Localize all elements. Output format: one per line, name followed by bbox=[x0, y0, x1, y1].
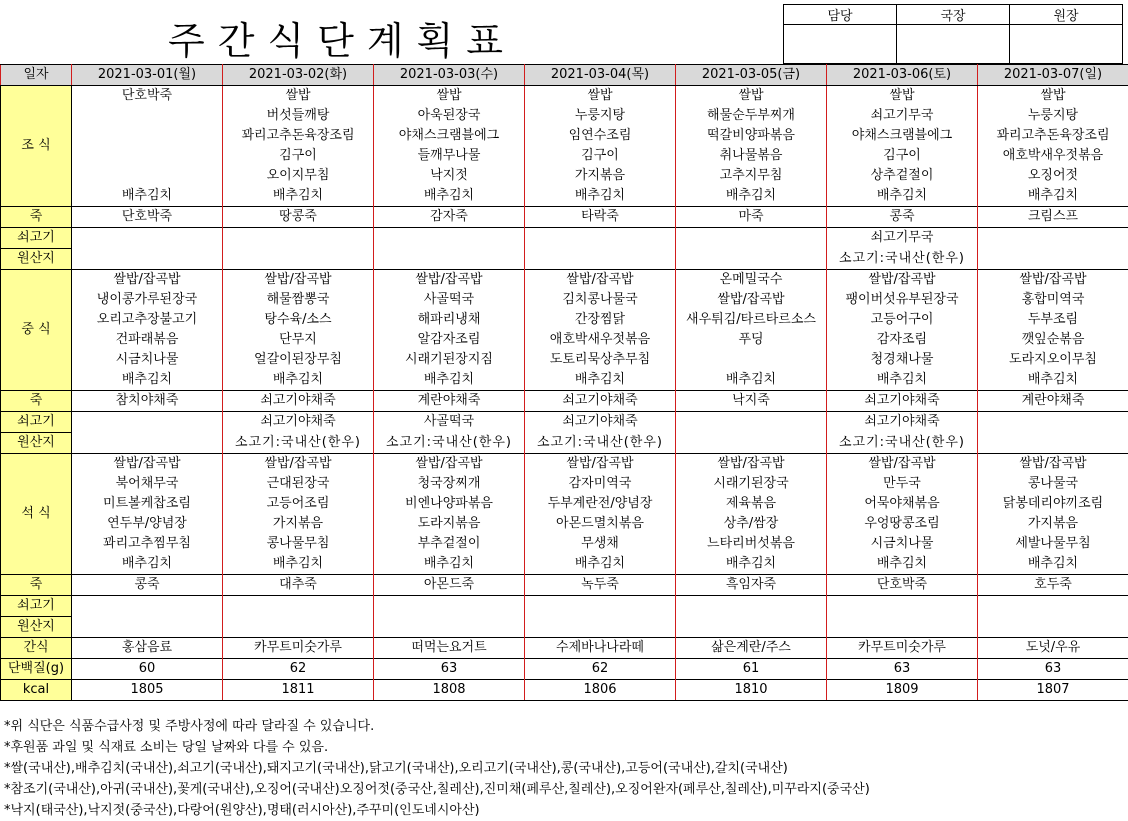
dinner-menu-item: 닭봉데리야끼조림 bbox=[978, 494, 1128, 514]
lunch-menu-item: 시래기된장지짐 bbox=[374, 350, 525, 370]
porridge-label: 죽 bbox=[1, 575, 72, 596]
porridge-label: 죽 bbox=[1, 391, 72, 412]
breakfast-menu-item bbox=[72, 126, 223, 146]
porridge-item: 계란야채죽 bbox=[374, 391, 525, 412]
lunch-menu-item: 오리고추장불고기 bbox=[72, 310, 223, 330]
beef-origin bbox=[978, 249, 1128, 270]
dinner-menu-item: 비엔나양파볶음 bbox=[374, 494, 525, 514]
dinner-menu-item: 제육볶음 bbox=[676, 494, 827, 514]
porridge-item: 땅콩죽 bbox=[223, 207, 374, 228]
dinner-menu-item: 도라지볶음 bbox=[374, 514, 525, 534]
porridge-item: 단호박죽 bbox=[72, 207, 223, 228]
lunch-menu-item: 쌀밥/잡곡밥 bbox=[525, 270, 676, 291]
breakfast-menu-item: 단호박죽 bbox=[72, 86, 223, 107]
beef-dish bbox=[978, 596, 1128, 617]
kcal-value: 1806 bbox=[525, 680, 676, 701]
kcal-value: 1810 bbox=[676, 680, 827, 701]
approval-head-label: 원장 bbox=[1010, 5, 1123, 25]
breakfast-menu-item: 오징어젓 bbox=[978, 166, 1128, 186]
beef-origin: 소고기:국내산(한우) bbox=[827, 249, 978, 270]
lunch-menu-item: 배추김치 bbox=[72, 370, 223, 391]
breakfast-label: 조 식 bbox=[1, 86, 72, 207]
date-header: 2021-03-07(일) bbox=[978, 65, 1128, 86]
lunch-menu-item: 쌀밥/잡곡밥 bbox=[978, 270, 1128, 291]
beef-dish bbox=[676, 596, 827, 617]
beef-dish bbox=[223, 228, 374, 249]
date-header: 2021-03-01(월) bbox=[72, 65, 223, 86]
porridge-item: 감자죽 bbox=[374, 207, 525, 228]
dinner-menu-item: 쌀밥/잡곡밥 bbox=[676, 454, 827, 475]
dinner-menu-item: 콩나물무침 bbox=[223, 534, 374, 554]
beef-origin bbox=[72, 249, 223, 270]
dinner-menu-item: 시금치나물 bbox=[827, 534, 978, 554]
beef-origin bbox=[374, 249, 525, 270]
date-header: 2021-03-04(목) bbox=[525, 65, 676, 86]
breakfast-menu-item: 야채스크램블에그 bbox=[374, 126, 525, 146]
dinner-menu-item: 배추김치 bbox=[978, 554, 1128, 575]
note-line: *낙지(태국산),낙지젓(중국산),다랑어(원양산),명태(러시아산),주꾸미(인도네시아산) bbox=[4, 800, 870, 821]
lunch-menu-item: 쌀밥/잡곡밥 bbox=[676, 290, 827, 310]
protein-value: 62 bbox=[525, 659, 676, 680]
lunch-menu-item: 고등어구이 bbox=[827, 310, 978, 330]
lunch-menu-item: 배추김치 bbox=[374, 370, 525, 391]
breakfast-menu-item: 해물순두부찌개 bbox=[676, 106, 827, 126]
porridge-item: 콩죽 bbox=[827, 207, 978, 228]
lunch-menu-item: 배추김치 bbox=[978, 370, 1128, 391]
snack-item: 카무트미숫가루 bbox=[223, 638, 374, 659]
kcal-value: 1809 bbox=[827, 680, 978, 701]
beef-origin bbox=[525, 617, 676, 638]
beef-origin bbox=[525, 249, 676, 270]
beef-dish: 사골떡국 bbox=[374, 412, 525, 433]
breakfast-menu-item: 배추김치 bbox=[978, 186, 1128, 207]
lunch-menu-item: 얼갈이된장무침 bbox=[223, 350, 374, 370]
beef-dish: 쇠고기무국 bbox=[827, 228, 978, 249]
breakfast-menu-item: 임연수조림 bbox=[525, 126, 676, 146]
breakfast-menu-item: 꽈리고추돈육장조림 bbox=[978, 126, 1128, 146]
beef-dish: 쇠고기야채죽 bbox=[223, 412, 374, 433]
protein-value: 60 bbox=[72, 659, 223, 680]
snack-item: 도넛/우유 bbox=[978, 638, 1128, 659]
dinner-menu-item: 가지볶음 bbox=[223, 514, 374, 534]
lunch-menu-item: 배추김치 bbox=[827, 370, 978, 391]
origin-label: 원산지 bbox=[1, 433, 72, 454]
beef-origin bbox=[72, 433, 223, 454]
beef-origin bbox=[676, 433, 827, 454]
dinner-menu-item: 북어채무국 bbox=[72, 474, 223, 494]
breakfast-menu-item: 꽈리고추돈육장조림 bbox=[223, 126, 374, 146]
dinner-menu-item: 쌀밥/잡곡밥 bbox=[827, 454, 978, 475]
lunch-menu-item: 배추김치 bbox=[223, 370, 374, 391]
breakfast-menu-item: 가지볶음 bbox=[525, 166, 676, 186]
beef-dish bbox=[525, 228, 676, 249]
beef-origin bbox=[827, 617, 978, 638]
breakfast-menu-item: 낙지젓 bbox=[374, 166, 525, 186]
date-header: 2021-03-06(토) bbox=[827, 65, 978, 86]
dinner-menu-item: 배추김치 bbox=[525, 554, 676, 575]
porridge-item: 대추죽 bbox=[223, 575, 374, 596]
porridge-item: 참치야채죽 bbox=[72, 391, 223, 412]
dinner-menu-item: 근대된장국 bbox=[223, 474, 374, 494]
lunch-menu-item: 단무지 bbox=[223, 330, 374, 350]
dinner-menu-item: 배추김치 bbox=[676, 554, 827, 575]
breakfast-menu-item bbox=[72, 146, 223, 166]
dinner-menu-item: 쌀밥/잡곡밥 bbox=[978, 454, 1128, 475]
breakfast-menu-item: 김구이 bbox=[223, 146, 374, 166]
porridge-item: 쇠고기야채죽 bbox=[223, 391, 374, 412]
porridge-label: 죽 bbox=[1, 207, 72, 228]
breakfast-menu-item: 야채스크램블에그 bbox=[827, 126, 978, 146]
beef-dish bbox=[525, 596, 676, 617]
porridge-item: 계란야채죽 bbox=[978, 391, 1128, 412]
snack-item: 카무트미숫가루 bbox=[827, 638, 978, 659]
beef-origin: 소고기:국내산(한우) bbox=[525, 433, 676, 454]
beef-dish bbox=[72, 596, 223, 617]
beef-dish bbox=[827, 596, 978, 617]
dinner-menu-item: 우엉땅콩조림 bbox=[827, 514, 978, 534]
breakfast-menu-item: 쌀밥 bbox=[676, 86, 827, 107]
lunch-menu-item: 도라지오이무침 bbox=[978, 350, 1128, 370]
breakfast-menu-item bbox=[72, 106, 223, 126]
dinner-menu-item: 쌀밥/잡곡밥 bbox=[374, 454, 525, 475]
lunch-menu-item: 도토리묵상추무침 bbox=[525, 350, 676, 370]
protein-value: 63 bbox=[374, 659, 525, 680]
page-title: 주간식단계획표 bbox=[168, 10, 516, 65]
beef-dish bbox=[978, 228, 1128, 249]
dinner-menu-item: 쌀밥/잡곡밥 bbox=[72, 454, 223, 475]
dinner-menu-item: 연두부/양념장 bbox=[72, 514, 223, 534]
protein-label: 단백질(g) bbox=[1, 659, 72, 680]
lunch-menu-item: 애호박새우젓볶음 bbox=[525, 330, 676, 350]
lunch-menu-item bbox=[676, 350, 827, 370]
dinner-menu-item: 배추김치 bbox=[223, 554, 374, 575]
lunch-menu-item: 김치콩나물국 bbox=[525, 290, 676, 310]
breakfast-menu-item: 취나물볶음 bbox=[676, 146, 827, 166]
note-line: *쌀(국내산),배추김치(국내산),쇠고기(국내산),돼지고기(국내산),닭고기(국내산),오리고기(국내산),콩(국내산),고등어(국내산),갈치(국내산) bbox=[4, 758, 870, 779]
dinner-menu-item: 청국장찌개 bbox=[374, 474, 525, 494]
snack-item: 홍삼음료 bbox=[72, 638, 223, 659]
lunch-menu-item: 건파래볶음 bbox=[72, 330, 223, 350]
breakfast-menu-item: 쌀밥 bbox=[374, 86, 525, 107]
protein-value: 62 bbox=[223, 659, 374, 680]
lunch-menu-item: 쌀밥/잡곡밥 bbox=[374, 270, 525, 291]
protein-value: 63 bbox=[827, 659, 978, 680]
breakfast-menu-item: 배추김치 bbox=[525, 186, 676, 207]
approval-director-label: 국장 bbox=[897, 5, 1010, 25]
beef-origin bbox=[223, 249, 374, 270]
notes bbox=[4, 716, 870, 821]
dinner-menu-item: 감자미역국 bbox=[525, 474, 676, 494]
beef-label: 쇠고기 bbox=[1, 412, 72, 433]
beef-origin bbox=[374, 617, 525, 638]
beef-origin: 소고기:국내산(한우) bbox=[223, 433, 374, 454]
beef-origin bbox=[676, 617, 827, 638]
porridge-item: 낙지죽 bbox=[676, 391, 827, 412]
porridge-item: 타락죽 bbox=[525, 207, 676, 228]
lunch-menu-item: 해파리냉채 bbox=[374, 310, 525, 330]
breakfast-menu-item: 배추김치 bbox=[676, 186, 827, 207]
breakfast-menu-item: 쌀밥 bbox=[223, 86, 374, 107]
porridge-item: 크림스프 bbox=[978, 207, 1128, 228]
kcal-label: kcal bbox=[1, 680, 72, 701]
breakfast-menu-item: 누룽지탕 bbox=[978, 106, 1128, 126]
date-header-label: 일자 bbox=[1, 65, 72, 86]
breakfast-menu-item: 누룽지탕 bbox=[525, 106, 676, 126]
lunch-menu-item: 두부조림 bbox=[978, 310, 1128, 330]
porridge-item: 흑임자죽 bbox=[676, 575, 827, 596]
lunch-menu-item: 쌀밥/잡곡밥 bbox=[72, 270, 223, 291]
breakfast-menu-item: 배추김치 bbox=[374, 186, 525, 207]
breakfast-menu-item: 배추김치 bbox=[72, 186, 223, 207]
breakfast-menu-item: 들깨무나물 bbox=[374, 146, 525, 166]
date-header: 2021-03-05(금) bbox=[676, 65, 827, 86]
dinner-menu-item: 배추김치 bbox=[374, 554, 525, 575]
beef-origin bbox=[978, 433, 1128, 454]
dinner-menu-item: 미트볼케찹조림 bbox=[72, 494, 223, 514]
breakfast-menu-item: 애호박새우젓볶음 bbox=[978, 146, 1128, 166]
porridge-item: 호두죽 bbox=[978, 575, 1128, 596]
lunch-menu-item: 배추김치 bbox=[676, 370, 827, 391]
dinner-menu-item: 어묵야채볶음 bbox=[827, 494, 978, 514]
lunch-menu-item: 배추김치 bbox=[525, 370, 676, 391]
lunch-menu-item: 쌀밥/잡곡밥 bbox=[223, 270, 374, 291]
kcal-value: 1808 bbox=[374, 680, 525, 701]
lunch-menu-item: 쌀밥/잡곡밥 bbox=[827, 270, 978, 291]
beef-label: 쇠고기 bbox=[1, 228, 72, 249]
porridge-item: 아몬드죽 bbox=[374, 575, 525, 596]
breakfast-menu-item: 김구이 bbox=[525, 146, 676, 166]
approval-staff-label: 담당 bbox=[784, 5, 897, 25]
beef-origin bbox=[223, 617, 374, 638]
lunch-menu-item: 사골떡국 bbox=[374, 290, 525, 310]
dinner-menu-item: 느타리버섯볶음 bbox=[676, 534, 827, 554]
snack-label: 간식 bbox=[1, 638, 72, 659]
breakfast-menu-item: 떡갈비양파볶음 bbox=[676, 126, 827, 146]
beef-dish bbox=[72, 228, 223, 249]
breakfast-menu-item: 배추김치 bbox=[827, 186, 978, 207]
porridge-item: 마죽 bbox=[676, 207, 827, 228]
snack-item: 삶은계란/주스 bbox=[676, 638, 827, 659]
dinner-menu-item: 쌀밥/잡곡밥 bbox=[525, 454, 676, 475]
lunch-menu-item: 탕수육/소스 bbox=[223, 310, 374, 330]
breakfast-menu-item: 쇠고기무국 bbox=[827, 106, 978, 126]
lunch-menu-item: 해물짬뽕국 bbox=[223, 290, 374, 310]
dinner-menu-item: 꽈리고추찜무침 bbox=[72, 534, 223, 554]
beef-dish bbox=[223, 596, 374, 617]
beef-dish bbox=[374, 228, 525, 249]
lunch-menu-item: 푸딩 bbox=[676, 330, 827, 350]
lunch-menu-item: 청경채나물 bbox=[827, 350, 978, 370]
lunch-menu-item: 새우튀김/타르타르소스 bbox=[676, 310, 827, 330]
beef-dish bbox=[978, 412, 1128, 433]
dinner-menu-item: 가지볶음 bbox=[978, 514, 1128, 534]
lunch-menu-item: 알감자조림 bbox=[374, 330, 525, 350]
beef-dish bbox=[374, 596, 525, 617]
beef-dish bbox=[676, 228, 827, 249]
note-line: *위 식단은 식품수급사정 및 주방사정에 따라 달라질 수 있습니다. bbox=[4, 716, 870, 737]
lunch-menu-item: 감자조림 bbox=[827, 330, 978, 350]
breakfast-menu-item: 쌀밥 bbox=[978, 86, 1128, 107]
dinner-menu-item: 두부계란전/양념장 bbox=[525, 494, 676, 514]
beef-dish bbox=[676, 412, 827, 433]
dinner-menu-item: 만두국 bbox=[827, 474, 978, 494]
approval-staff-sign[interactable] bbox=[784, 25, 897, 64]
dinner-menu-item: 배추김치 bbox=[72, 554, 223, 575]
breakfast-menu-item bbox=[72, 166, 223, 186]
dinner-label: 석 식 bbox=[1, 454, 72, 575]
breakfast-menu-item: 김구이 bbox=[827, 146, 978, 166]
origin-label: 원산지 bbox=[1, 617, 72, 638]
breakfast-menu-item: 배추김치 bbox=[223, 186, 374, 207]
breakfast-menu-item: 쌀밥 bbox=[525, 86, 676, 107]
dinner-menu-item: 시래기된장국 bbox=[676, 474, 827, 494]
lunch-menu-item: 냉이콩가루된장국 bbox=[72, 290, 223, 310]
approval-head-sign[interactable] bbox=[1010, 25, 1123, 64]
kcal-value: 1807 bbox=[978, 680, 1128, 701]
protein-value: 61 bbox=[676, 659, 827, 680]
lunch-menu-item: 팽이버섯유부된장국 bbox=[827, 290, 978, 310]
approval-director-sign[interactable] bbox=[897, 25, 1010, 64]
origin-label: 원산지 bbox=[1, 249, 72, 270]
note-line: *후원품 과일 및 식재료 소비는 당일 날짜와 다를 수 있음. bbox=[4, 737, 870, 758]
approval-box bbox=[783, 4, 1123, 64]
dinner-menu-item: 고등어조림 bbox=[223, 494, 374, 514]
snack-item: 떠먹는요거트 bbox=[374, 638, 525, 659]
lunch-menu-item: 홍합미역국 bbox=[978, 290, 1128, 310]
date-header: 2021-03-03(수) bbox=[374, 65, 525, 86]
kcal-value: 1811 bbox=[223, 680, 374, 701]
breakfast-menu-item: 쌀밥 bbox=[827, 86, 978, 107]
breakfast-menu-item: 상추겉절이 bbox=[827, 166, 978, 186]
snack-item: 수제바나나라떼 bbox=[525, 638, 676, 659]
date-header: 2021-03-02(화) bbox=[223, 65, 374, 86]
dinner-menu-item: 부추겉절이 bbox=[374, 534, 525, 554]
weekly-menu-table bbox=[0, 64, 1128, 701]
dinner-menu-item: 쌀밥/잡곡밥 bbox=[223, 454, 374, 475]
dinner-menu-item: 배추김치 bbox=[827, 554, 978, 575]
dinner-menu-item: 콩나물국 bbox=[978, 474, 1128, 494]
breakfast-menu-item: 고추지무침 bbox=[676, 166, 827, 186]
beef-label: 쇠고기 bbox=[1, 596, 72, 617]
dinner-menu-item: 세발나물무침 bbox=[978, 534, 1128, 554]
note-line: *참조기(국내산),아귀(국내산),꽃게(국내산),오징어(국내산)오징어젓(중국산,칠레산),진미채(페루산,칠레산),오징어완자(페루산,칠레산),미꾸라지(중국산) bbox=[4, 779, 870, 800]
porridge-item: 단호박죽 bbox=[827, 575, 978, 596]
lunch-menu-item: 간장찜닭 bbox=[525, 310, 676, 330]
dinner-menu-item: 아몬드멸치볶음 bbox=[525, 514, 676, 534]
beef-origin: 소고기:국내산(한우) bbox=[374, 433, 525, 454]
lunch-menu-item: 깻잎순볶음 bbox=[978, 330, 1128, 350]
breakfast-menu-item: 아욱된장국 bbox=[374, 106, 525, 126]
porridge-item: 녹두죽 bbox=[525, 575, 676, 596]
lunch-menu-item: 시금치나물 bbox=[72, 350, 223, 370]
porridge-item: 쇠고기야채죽 bbox=[827, 391, 978, 412]
beef-origin bbox=[676, 249, 827, 270]
beef-dish bbox=[72, 412, 223, 433]
dinner-menu-item: 상추/쌈장 bbox=[676, 514, 827, 534]
porridge-item: 쇠고기야채죽 bbox=[525, 391, 676, 412]
dinner-menu-item: 무생채 bbox=[525, 534, 676, 554]
protein-value: 63 bbox=[978, 659, 1128, 680]
beef-origin: 소고기:국내산(한우) bbox=[827, 433, 978, 454]
lunch-menu-item: 온메밀국수 bbox=[676, 270, 827, 291]
beef-origin bbox=[72, 617, 223, 638]
breakfast-menu-item: 오이지무침 bbox=[223, 166, 374, 186]
kcal-value: 1805 bbox=[72, 680, 223, 701]
beef-dish: 쇠고기야채죽 bbox=[525, 412, 676, 433]
breakfast-menu-item: 버섯들깨탕 bbox=[223, 106, 374, 126]
porridge-item: 콩죽 bbox=[72, 575, 223, 596]
beef-origin bbox=[978, 617, 1128, 638]
lunch-label: 중 식 bbox=[1, 270, 72, 391]
beef-dish: 쇠고기야채죽 bbox=[827, 412, 978, 433]
